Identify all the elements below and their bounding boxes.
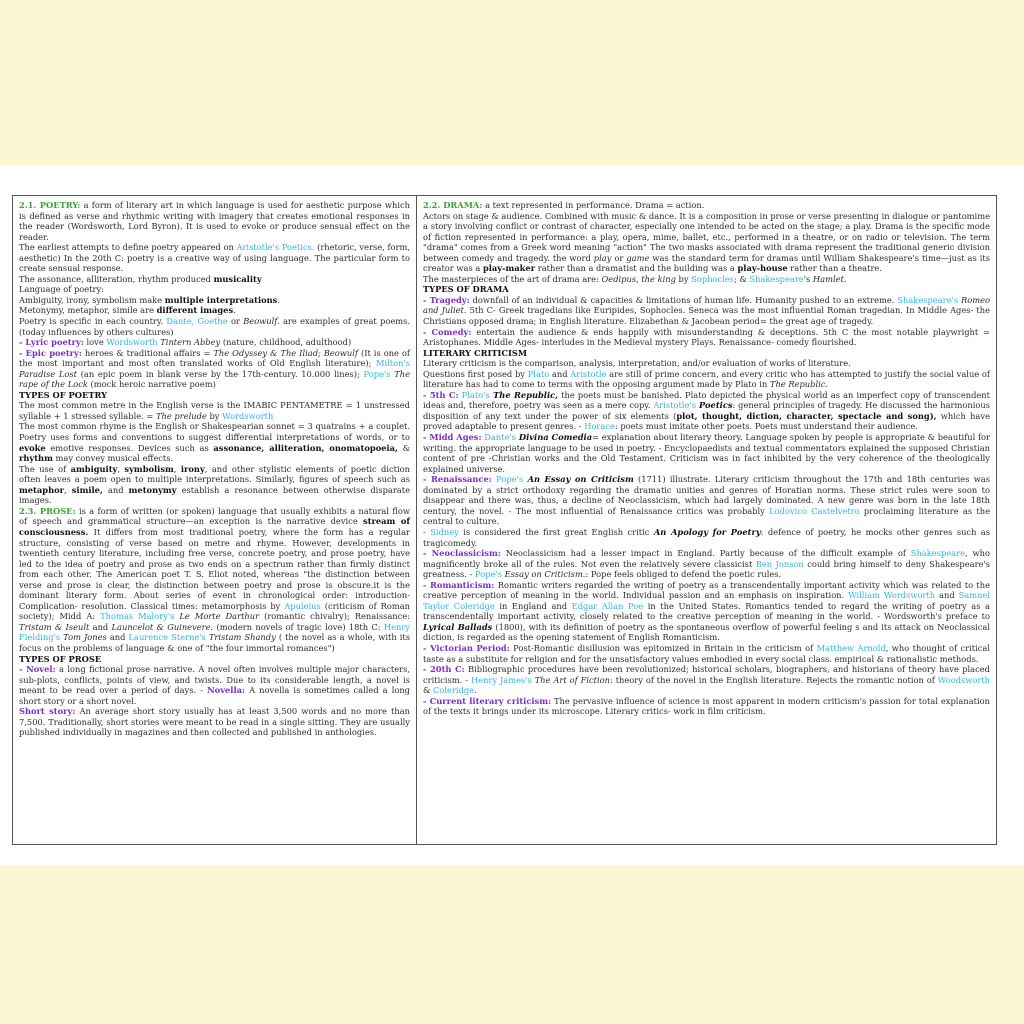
criticism-definition: Literary criticism is the comparison, analysis, interpretation, and/or evaluation of works of literature. [423,358,851,369]
literary-criticism-heading: LITERARY CRITICISM [423,347,528,358]
poetry-language: Language of poetry: [19,284,104,295]
poetry-devices: The use of ambiguity, symbolism, irony, and other stylistic elements of poetic diction often leaves a poem open to multiple interpretations. Similarly, figures of speech such as metaphor, simile, and metonymy establish a resonance between otherwise disparate images. [19,463,410,506]
types-of-prose-heading: TYPES OF PROSE [19,653,102,664]
drama-definition: 2.2. DRAMA: a text represented in performance. Drama = action. [423,200,705,210]
poetry-heading: 2.1. POETRY: [19,200,81,210]
criticism-questions: Questions first posed by Plato and Aristotle are still of prime concern, and every critic who has attempted to justify the social value of literature has had to come to terms with the opposing argument made by Plato in The Republic. [423,368,990,390]
criticism-romanticism: - Romanticism: Romantic writers regarded the writing of poetry as a transcendentally important activity which was related to the creative perception of meaning in the world. Individual passion and an emphasis on inspiration. William Wordsworth and Samuel Taylor Coleridge in England and Edgar Allan Poe in the United States. Romantics tended to regard the writing of poetry as a transcendentally important activity, closely related to the creative perception of meaning in the world. - Wordsworth's preface to Lyrical Ballads (1800), with its definition of poetry as the spontaneous overflow of powerful feeling s and its attack on Neoclassical diction, is regarded as the opening statement of English Romanticism. [423,579,990,643]
criticism-victorian: - Victorian Period: Post-Romantic disillusion was epitomized in Britain in the criticism of Matthew Arnold, who thought of critical taste as a substitute for religion and for the unsatisfactory values embodied in every social class. empirical & rationalistic methods. [423,642,990,664]
tragedy-entry: - Tragedy: downfall of an individual & capacities & limitations of human life. Humanity pushed to an extreme. Shakespeare's Romeo and Juliet. 5th C- Greek tragedians like Euripides, Sophocles. Seneca was the most influential Roman tragedian. In Middle Ages- the Christians opposed drama; in English literature. Elizabethan & Jacobean period= the great age of tragedy. [423,294,991,327]
criticism-5th-c: - 5th C: Plato's The Republic, the poets must be banished. Plato depicted the physical world as an imperfect copy of transcendent ideas and, therefore, poetry was seen as a mere copy. Aristotle's Poetics: general principles of tragedy. He discussed the harmonious disposition of any text under the power of six elements (plot, thought, diction, character, spectacle and song), which have proved adaptable to present genres. - Horace: poets must imitate other poets. Poets must understand their audience. [423,389,990,432]
prose-heading: 2.3. PROSE: [19,505,76,516]
poetry-musicality: The assonance, alliteration, rhythm produced musicality [19,273,262,284]
left-column [13,196,417,844]
drama-actors: Actors on stage & audience. Combined with music & dance. It is a composition in prose or verse presenting in dialogue or pantomime a story involving conflict or contrast of character, especially one intended to be acted on the stage; a play. Drama is the specific mode of fiction represented in performance: a play, opera, mime, ballet, etc., performed in a theatre, or on radio or television. The term "drama" comes from a Greek word meaning "action" The two masks associated with drama represent the traditional generic division between comedy and tragedy. the word play or game was the standard term for dramas until William Shakespeare's time—just as its creator was a play-maker rather than a dramatist and the building was a play-house rather than a theatre. [423,210,990,274]
comedy-entry: - Comedy: entertain the audience & ends happily with misunderstanding & deceptions. 5th C the most notable playwright = Aristophanes. Middle Ages- interludes in the Medieval mystery Plays. Renaissance- comedy flourished. [423,326,990,348]
poetry-ambiguity: Ambiguity, irony, symbolism make multiple interpretations. [19,294,280,305]
poetry-metonymy: Metonymy, metaphor, simile are different images. [19,305,236,316]
criticism-sidney: - Sidney is considered the first great English critic An Apology for Poetry: defence of poetry, he mocks other genres such as tragicomedy. [423,526,991,548]
poetry-definition: 2.1. POETRY: a form of literary art in which language is used for aesthetic purpose which is defined as verse and rhythmic writing with imagery that creates emotional responses in the reader (Wordsworth, Lord Byron). It is used to evoke or produce sensual effect on the reader. [19,200,410,242]
types-of-poetry-heading: TYPES OF POETRY [19,389,108,400]
criticism-renaissance: - Renaissance: Pope's An Essay on Criticism (1711) illustrate. Literary criticism throughout the 17th and 18th centuries was dominated by a strict orthodoxy regarding the dramatic unities and genres of Horatian norms. These strict rules were soon to disappear and there was, thus, a decline of Neoclassicism, which had largely dominated. A new genre was born in the late 18th century, the novel. - The most influential of Renaissance critics was probably Lodovico Castelvetro proclaiming literature as the central to culture. [423,474,991,527]
criticism-middle-ages: - Midd Ages: Dante's Divina Comedia= explanation about literary theory. Language spoken by people is appropriate & beautiful for writing. the appropriate language to be used in poetry. - Encyclopaedists and textual commentators explained the supposed Christian content of pre -Christian works and the Old Testament. Criticism was in fact inhibited by the very coherence of the theologically explained universe. [423,432,990,474]
document-sheet [0,165,1024,865]
lyric-poetry: - Lyric poetry: love Wordsworth Tintern Abbey (nature, childhood, adulthood) [19,337,352,348]
poetry-rhyme: The most common rhyme is the English or Shakespearian sonnet = 3 quatrains + a couplet. Poetry uses forms and conventions to suggest differential interpretations of words, or to evoke emotive responses. Devices such as assonance, alliteration, onomatopoeia, & rhythm may convey musical effects. [19,421,410,464]
criticism-current: - Current literary criticism: The pervasive influence of science is most apparent in modern criticism's passion for total explanation of the texts it brings under its microscope. Literary critics- work in film criticism. [423,695,990,717]
prose-definition: 2.3. PROSE: is a form of written (or spoken) language that usually exhibits a natural flow of speech and grammatical structure—an exception is the narrative device stream of consciousness. It differs from most traditional poetry, where the form has a regular structure, consisting of verse based on metre and rhyme. However, developments in twentieth century literature, including free verse, concrete poetry, and prose poetry, have led to the idea of poetry and prose as two ends on a spectrum rather than firmly distinct from each other. The American poet T. S. Eliot noted, whereas "the distinction between verse and prose is clear, the distinction between poetry and prose is obscure.it is the dominant literary form. About series of event in chronological order: introduction- Complication- resolution. Classical times: metamorphosis by Apuleius (criticism of Roman society); Midd A: Thomas Malory's Le Morte Darthur (romantic chivalry); Renaissance: Tristam & Iseult and Launcelot & Guinevere. (modern novels of tragic love) 18th C: Henry Fielding's Tom Jones and Laurence Sterne's Tristam Shandy ( the novel as a whole, with its focus on the problems of language & one of "the four immortal romances") [19,505,411,653]
poetry-metre: The most common metre in the English verse is the IMABIC PENTAMETRE = 1 unstressed syllable + 1 stressed syllable. = The prelude by Wordsworth [19,400,410,421]
right-column [417,196,996,844]
criticism-20th-c: - 20th C: Bibliographic procedures have been revolutionized; historical scholars, biographers, and historians of theory have placed criticism. - Henry James's The Art of Fiction: theory of the novel in the English literature. Rejects the romantic notion of Woodsworth & Coleridge. [423,664,990,696]
criticism-neoclassicism: - Neoclassicism: Neoclassicism had a lesser impact in England. Partly because of the difficult example of Shakespeare, who magnificently broke all of the rules. Not even the relatively severe classicist Ben Jonson could bring himself to deny Shakespeare's greatness. - Pope's Essay on Criticism.: Pope feels obliged to defend the poetic rules. [423,548,990,580]
novel-entry: - Novel: a long fictional prose narrative. A novel often involves multiple major characters, sub-plots, conflicts, points of view, and twists. Due to its considerable length, a novel is meant to be read over a period of days. - Novella: A novella is sometimes called a long short story or a short novel. [19,664,411,706]
short-story-entry: Short story: An average short story usually has at least 3,500 words and no more than 7,500. Traditionally, short stories were meant to be read in a single sitting. They are usually published individually in magazines and then collected and published in anthologies. [19,706,410,738]
notes-table [12,195,997,845]
drama-heading: 2.2. DRAMA: [423,200,483,210]
types-of-drama-heading: TYPES OF DRAMA [423,284,509,295]
poetry-specific: Poetry is specific in each country. Dante, Goethe or Beowulf. are examples of great poems. (today influences by others cultures) [19,316,410,337]
drama-masterpieces: The masterpieces of the art of drama are: Oedipus, the king by Sophocles; & Shakespeare's Hamlet. [423,273,847,284]
poetry-earliest: The earliest attempts to define poetry appeared on Aristotle's Poetics. (rhetoric, verse, form, aesthetic) In the 20th C: poetry is a creative way of using language. The particular form to create sensual response. [19,242,410,274]
epic-poetry: - Epic poetry: heroes & traditional affairs = The Odyssey & The Iliad; Beowulf (It is one of the most important and most often translated works of Old English literature); Milton's Paradise Lost (an epic poem in blank verse by the 17th-century. 10.000 lines); Pope's The rape of the Lock (mock heroic narrative poem) [19,347,410,390]
